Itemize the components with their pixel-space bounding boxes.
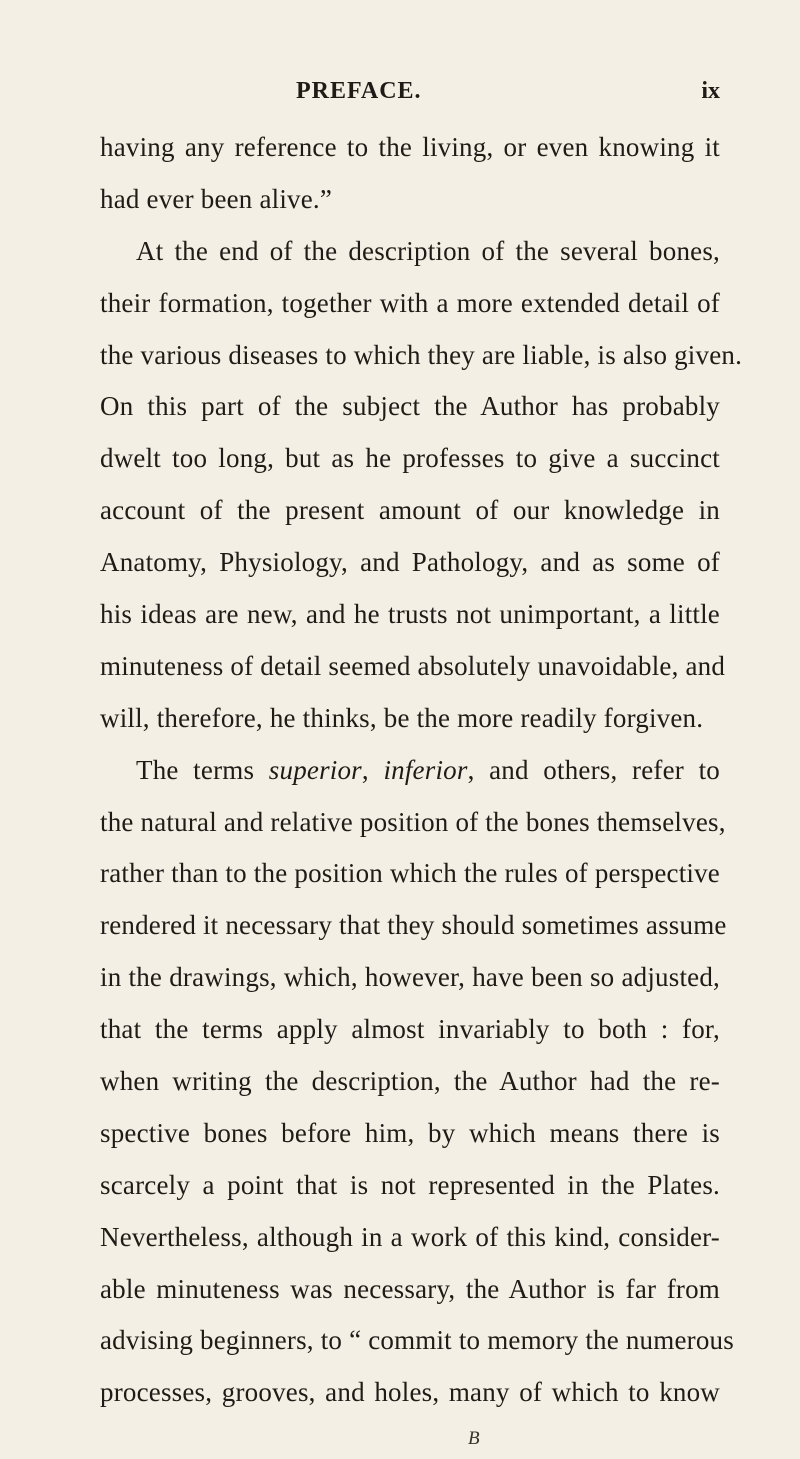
text-line: the various diseases to which they are liable, is also given. [100, 339, 743, 370]
text-line: rather than to the position which the rules of perspective [100, 858, 720, 889]
text-line: the natural and relative position of the bones themselves, [100, 806, 726, 837]
text-line: dwelt too long, but as he professes to give a succinct [100, 443, 720, 474]
page-header [100, 78, 720, 118]
text-fragment: , and others, refer to [467, 754, 720, 785]
body-text [100, 122, 743, 1459]
text-line: minuteness of detail seemed absolutely unavoidable, and [100, 650, 726, 681]
text-line: his ideas are new, and he trusts not unimportant, a little [100, 599, 720, 630]
text-line: their formation, together with a more extended detail of [100, 287, 720, 318]
text-line: Nevertheless, although in a work of this kind, consider- [100, 1221, 720, 1252]
text-line: scarcely a point that is not represented in the Plates. [100, 1169, 720, 1200]
text-line: will, therefore, he thinks, be the more readily forgiven. [100, 702, 704, 733]
page-number: ix [701, 78, 720, 104]
text-line: had ever been alive.” [100, 183, 333, 214]
text-line: Anatomy, Physiology, and Pathology, and as some of [100, 547, 720, 578]
text-line [100, 745, 720, 797]
text-line: advising beginners, to “ commit to memory the numerous [100, 1325, 734, 1356]
text-line: when writing the description, the Author had the re- [100, 1066, 720, 1097]
text-fragment: The terms [136, 754, 269, 785]
text-line: having any reference to the living, or even knowing it [100, 132, 720, 162]
text-line: account of the present amount of our knowledge in [100, 495, 720, 526]
running-head: PREFACE. [296, 78, 422, 104]
text-line: spective bones before him, by which means there is [100, 1117, 720, 1148]
text-line: On this part of the subject the Author has probably [100, 391, 720, 422]
text-line: At the end of the description of the several bones, [136, 235, 720, 266]
text-line: rendered it necessary that they should sometimes assume [100, 910, 727, 941]
text-line: in the drawings, which, however, have been so adjusted, [100, 962, 720, 993]
text-line: processes, grooves, and holes, many of which to know [100, 1377, 720, 1408]
text-line: able minuteness was necessary, the Author is far from [100, 1273, 720, 1304]
text-line: that the terms apply almost invariably to both : for, [100, 1014, 720, 1045]
signature-mark: B [468, 1428, 480, 1450]
italic-term-superior: superior [268, 754, 362, 785]
text-fragment: , [361, 754, 384, 785]
italic-term-inferior: inferior [383, 754, 468, 785]
